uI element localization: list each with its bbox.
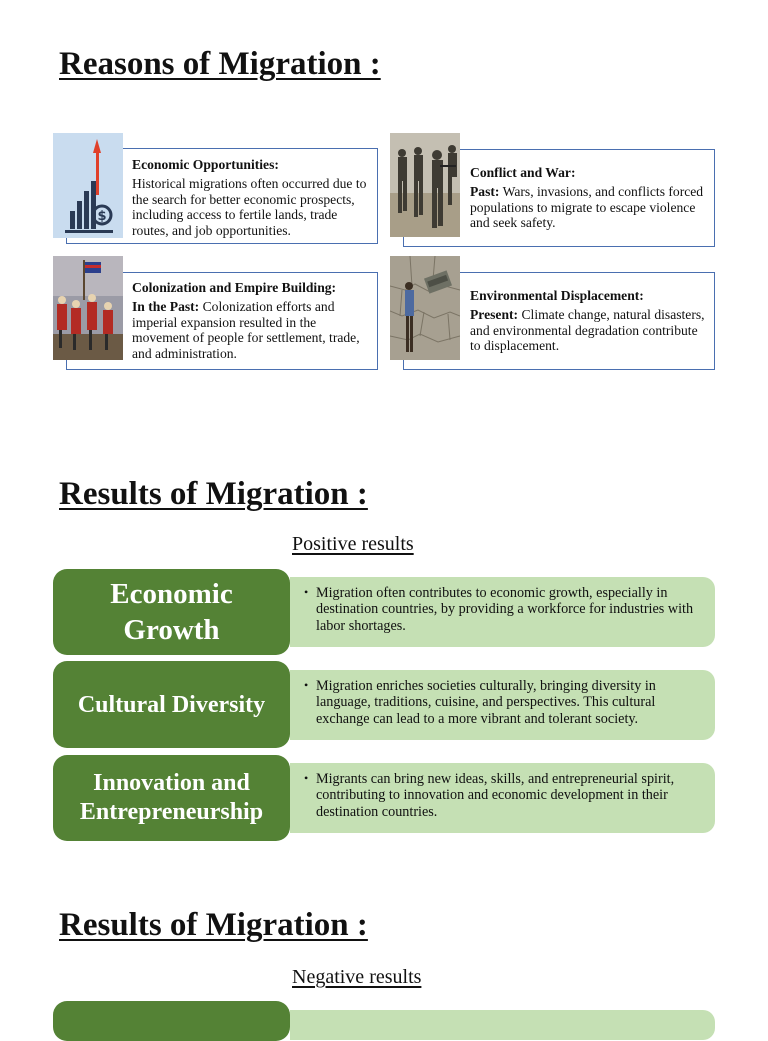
reason-lead: Past: bbox=[470, 184, 500, 200]
result-text-box bbox=[290, 670, 715, 740]
soldiers-photo bbox=[390, 133, 460, 237]
reason-title: Conflict and War: bbox=[470, 165, 576, 180]
result-text: Migration enriches societies culturally, bringing diversity in language, traditions, cuisine, and perspectives. This cultural exchange can lead to a more vibrant and tolerant society. bbox=[316, 678, 656, 727]
reason-body: Wars, invasions, and conflicts forced populations to migrate to escape violence and seek safety. bbox=[470, 184, 704, 231]
result-text-box bbox=[290, 577, 715, 647]
colonial-painting bbox=[53, 256, 123, 360]
reason-lead: Present: bbox=[470, 307, 519, 323]
economic-growth-chart-icon bbox=[53, 133, 123, 238]
negative-results-heading: Results of Migration : bbox=[59, 907, 368, 943]
reason-body: Colonization efforts and imperial expansion resulted in the movement of people for settlement, trade, and administration. bbox=[132, 299, 360, 361]
reason-lead: In the Past: bbox=[132, 299, 200, 315]
reasons-heading: Reasons of Migration : bbox=[59, 46, 381, 82]
result-label bbox=[53, 1001, 290, 1041]
result-text-box bbox=[290, 1010, 715, 1040]
bullet-icon: • bbox=[304, 678, 309, 692]
reason-title: Colonization and Empire Building: bbox=[132, 280, 337, 295]
svg-text:$: $ bbox=[97, 209, 107, 224]
result-text: Migration often contributes to economic growth, especially in destination countries, by providing a workforce for industries with labor shortages. bbox=[316, 585, 694, 634]
result-label: Innovation and Entrepreneurship bbox=[53, 755, 290, 841]
bullet-icon: • bbox=[304, 771, 309, 785]
drought-photo bbox=[390, 256, 460, 360]
positive-results-subheading: Positive results bbox=[292, 533, 414, 555]
reason-body: Climate change, natural disasters, and environmental degradation contribute to displacement. bbox=[470, 307, 705, 354]
reason-title: Environmental Displacement: bbox=[470, 288, 644, 303]
result-label: Cultural Diversity bbox=[53, 661, 290, 748]
result-text-box bbox=[290, 763, 715, 833]
bullet-icon: • bbox=[304, 585, 309, 599]
reason-title: Economic Opportunities: bbox=[132, 157, 279, 172]
reason-body: Historical migrations often occurred due to the search for better economic prospects, including access to fertile lands, trade routes, and job opportunities. bbox=[132, 176, 367, 238]
positive-results-heading: Results of Migration : bbox=[59, 476, 368, 512]
result-text: Migrants can bring new ideas, skills, and entrepreneurial spirit, contributing to innovation and economic development in their destination countries. bbox=[316, 771, 675, 820]
negative-results-subheading: Negative results bbox=[292, 966, 422, 988]
result-label: Economic Growth bbox=[53, 569, 290, 655]
